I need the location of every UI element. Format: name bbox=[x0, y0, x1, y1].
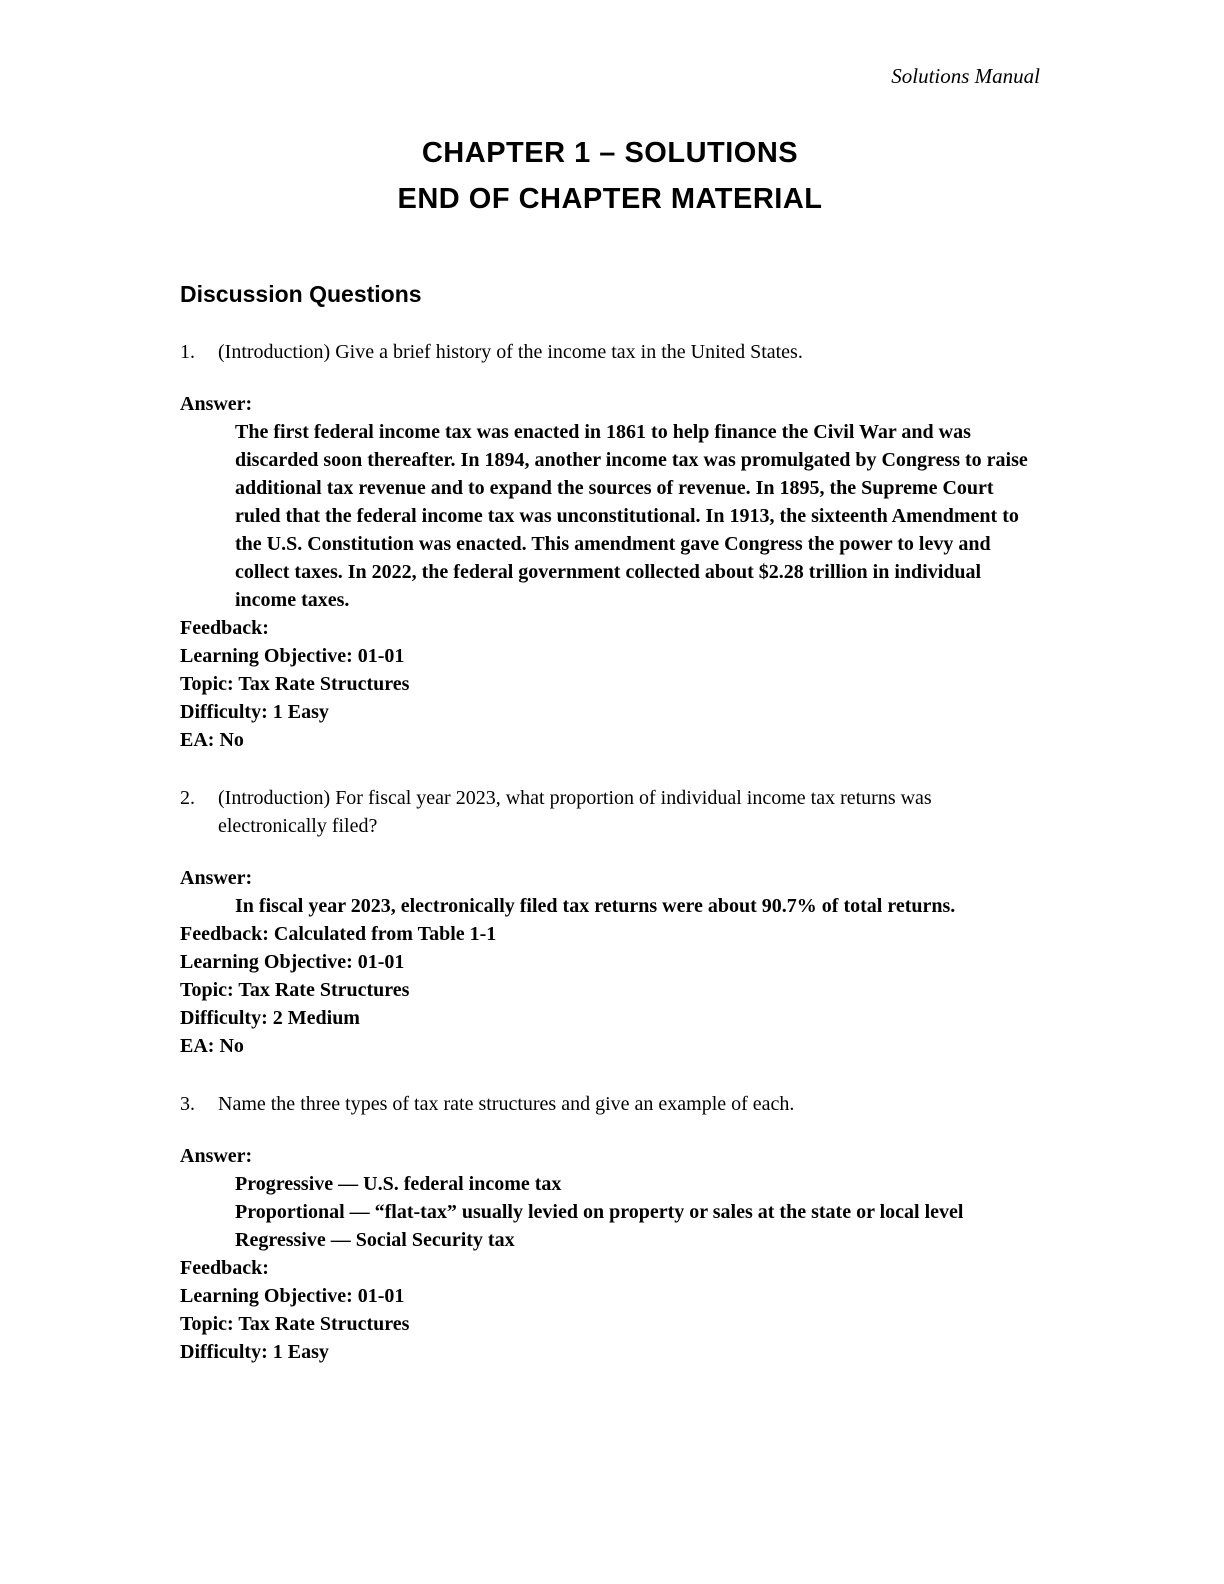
question-number: 3. bbox=[180, 1093, 195, 1115]
meta-line-learning-objective: Learning Objective: 01-01 bbox=[180, 1285, 405, 1307]
answer-body bbox=[235, 1170, 1040, 1254]
meta-line-difficulty: Difficulty: 1 Easy bbox=[180, 1341, 329, 1363]
answer-paragraph: Progressive — U.S. federal income tax bbox=[235, 1173, 562, 1195]
meta-line-ea: EA: No bbox=[180, 1035, 244, 1057]
meta-line-feedback: Feedback: bbox=[180, 1257, 269, 1279]
answer-label: Answer: bbox=[180, 1145, 253, 1167]
meta-line-difficulty: Difficulty: 2 Medium bbox=[180, 1007, 360, 1029]
answer-body bbox=[235, 892, 1040, 920]
meta-line-feedback: Feedback: Calculated from Table 1-1 bbox=[180, 923, 497, 945]
meta-line-learning-objective: Learning Objective: 01-01 bbox=[180, 645, 405, 667]
section-heading: Discussion Questions bbox=[180, 281, 422, 307]
question-row bbox=[180, 338, 1040, 366]
meta-line-difficulty: Difficulty: 1 Easy bbox=[180, 701, 329, 723]
question-row bbox=[180, 1090, 1040, 1118]
answer-label: Answer: bbox=[180, 867, 253, 889]
question-row bbox=[180, 784, 1040, 840]
running-header-text: Solutions Manual bbox=[891, 64, 1040, 88]
meta-line-topic: Topic: Tax Rate Structures bbox=[180, 673, 410, 695]
question-number: 1. bbox=[180, 341, 195, 363]
question-text: Name the three types of tax rate structures and give an example of each. bbox=[218, 1093, 795, 1115]
chapter-title-line-1: CHAPTER 1 – SOLUTIONS bbox=[421, 137, 799, 169]
question-text: (Introduction) For fiscal year 2023, what proportion of individual income tax returns was electronically filed? bbox=[218, 787, 932, 837]
answer-paragraph: Proportional — “flat-tax” usually levied on property or sales at the state or local level bbox=[235, 1201, 964, 1223]
answer-paragraph: The first federal income tax was enacted in 1861 to help finance the Civil War and was discarded soon thereafter. In 1894, another income tax was promulgated by Congress to raise additional tax revenue and to expand the sources of revenue. In 1895, the Supreme Court ruled that the federal income tax was unconstitutional. In 1913, the sixteenth Amendment to the U.S. Constitution was enacted. This amendment gave Congress the power to levy and collect taxes. In 2022, the federal government collected about $2.28 trillion in individual income taxes. bbox=[235, 421, 1028, 611]
chapter-title-line-2: END OF CHAPTER MATERIAL bbox=[397, 183, 823, 215]
question-text: (Introduction) Give a brief history of the income tax in the United States. bbox=[218, 341, 803, 363]
answer-paragraph: Regressive — Social Security tax bbox=[235, 1229, 515, 1251]
question-item-2 bbox=[180, 784, 1040, 1060]
meta-line-feedback: Feedback: bbox=[180, 617, 269, 639]
question-item-1 bbox=[180, 338, 1040, 754]
answer-label: Answer: bbox=[180, 393, 253, 415]
meta-line-topic: Topic: Tax Rate Structures bbox=[180, 1313, 410, 1335]
meta-line-ea: EA: No bbox=[180, 729, 244, 751]
question-item-3 bbox=[180, 1090, 1040, 1366]
answer-paragraph: In fiscal year 2023, electronically filed tax returns were about 90.7% of total returns. bbox=[235, 895, 956, 917]
chapter-title bbox=[180, 130, 1040, 222]
answer-body bbox=[235, 418, 1040, 614]
meta-line-topic: Topic: Tax Rate Structures bbox=[180, 979, 410, 1001]
meta-line-learning-objective: Learning Objective: 01-01 bbox=[180, 951, 405, 973]
running-header bbox=[180, 62, 1040, 90]
question-number: 2. bbox=[180, 787, 195, 809]
